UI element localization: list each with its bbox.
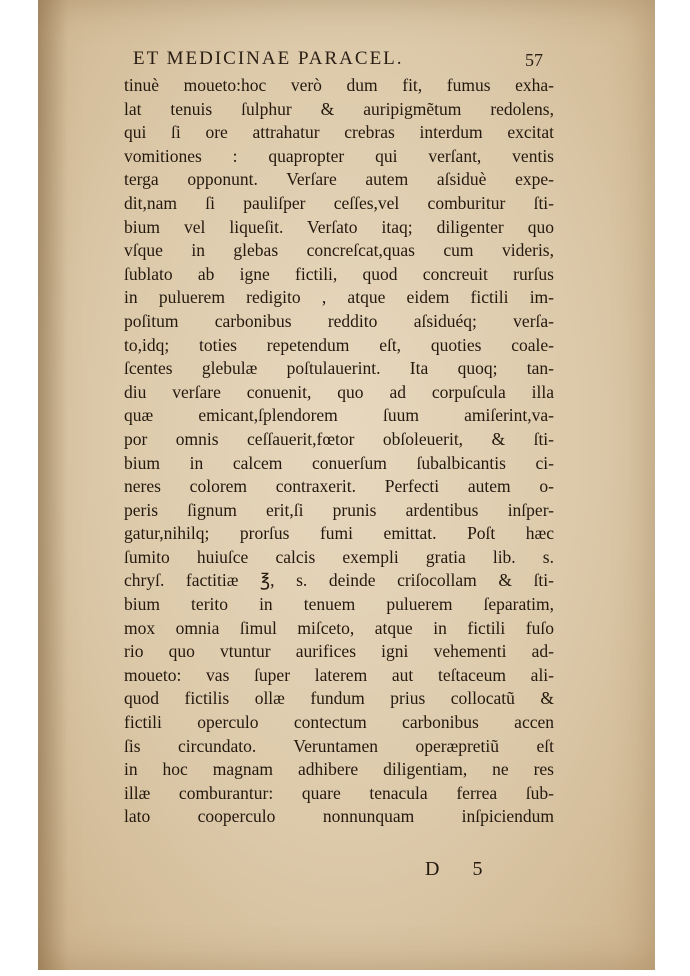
book-page [38,0,655,970]
text-line: gatur,nihilq; prorſus fumi emittat. Poſt hæc [124,523,554,544]
text-line: in puluerem redigito , atque eidem fictili im- [124,287,554,308]
text-line: vſque in glebas concreſcat,quas cum videris, [124,240,554,261]
text-line: ſumito huiuſce calcis exempli gratia lib. s. [124,546,554,567]
text-line: in hoc magnam adhibere diligentiam, ne res [124,759,554,780]
text-line: quæ emicant,ſplendorem ſuum amiſerint,va- [124,405,554,426]
text-line: mox omnia ſimul miſceto, atque in fictili fuſo [124,617,554,638]
text-line: bium vel liqueſit. Verſato itaq; diligenter quo [124,216,554,237]
text-line: diu verſare conuenit, quo ad corpuſcula illa [124,381,554,402]
text-line: lat tenuis ſulphur & auripigmẽtum redolens, [124,98,554,119]
text-line: bium in calcem conuerſum ſubalbicantis ci- [124,452,554,473]
text-line: poſitum carbonibus reddito aſsiduéq; verſa- [124,310,554,331]
text-line: lato cooperculo nonnunquam inſpiciendum [124,806,554,827]
text-line: quod fictilis ollæ fundum prius collocatũ & [124,688,554,709]
text-line: neres colorem contraxerit. Perfecti autem o- [124,476,554,497]
text-line: tinuè moueto:hoc verò dum fit, fumus exha- [124,75,554,95]
text-line: rio quo vtuntur aurifices igni vehementi ad- [124,641,554,662]
text-line: chryſ. factitiæ ℥, s. deinde criſocollam & ſti- [124,570,554,591]
text-line: ſcentes glebulæ poſtulauerint. Ita quoq; tan- [124,358,554,379]
running-head: ET MEDICINAE PARACEL. [133,48,404,69]
text-line: ſublato ab igne fictili, quod concreuit rurſus [124,263,554,284]
text-line: moueto: vas ſuper laterem aut teſtaceum ali- [124,664,554,685]
text-line: to,idq; toties repetendum eſt, quoties coale- [124,334,554,355]
body-text [124,74,554,829]
text-line: vomitiones : quapropter qui verſant, ventis [124,145,554,166]
text-line: por omnis ceſſauerit,fœtor obſoleuerit, & ſti- [124,428,554,449]
signature-mark: D 5 [425,858,497,880]
text-line: dit,nam ſi pauliſper ceſſes,vel comburitur ſti- [124,192,554,213]
text-line: illæ comburantur: quare tenacula ferrea ſub- [124,782,554,803]
text-line: peris ſignum erit,ſi prunis ardentibus inſper- [124,499,554,520]
text-line: ſis circundato. Veruntamen operæpretiũ eſt [124,735,554,756]
page-number: 57 [525,50,543,70]
text-line: fictili operculo contectum carbonibus accen [124,712,554,733]
text-line: terga opponunt. Verſare autem aſsiduè expe- [124,169,554,190]
text-line: bium terito in tenuem puluerem ſeparatim, [124,594,554,615]
text-line: qui ſi ore attrahatur crebras interdum excitat [124,122,554,143]
